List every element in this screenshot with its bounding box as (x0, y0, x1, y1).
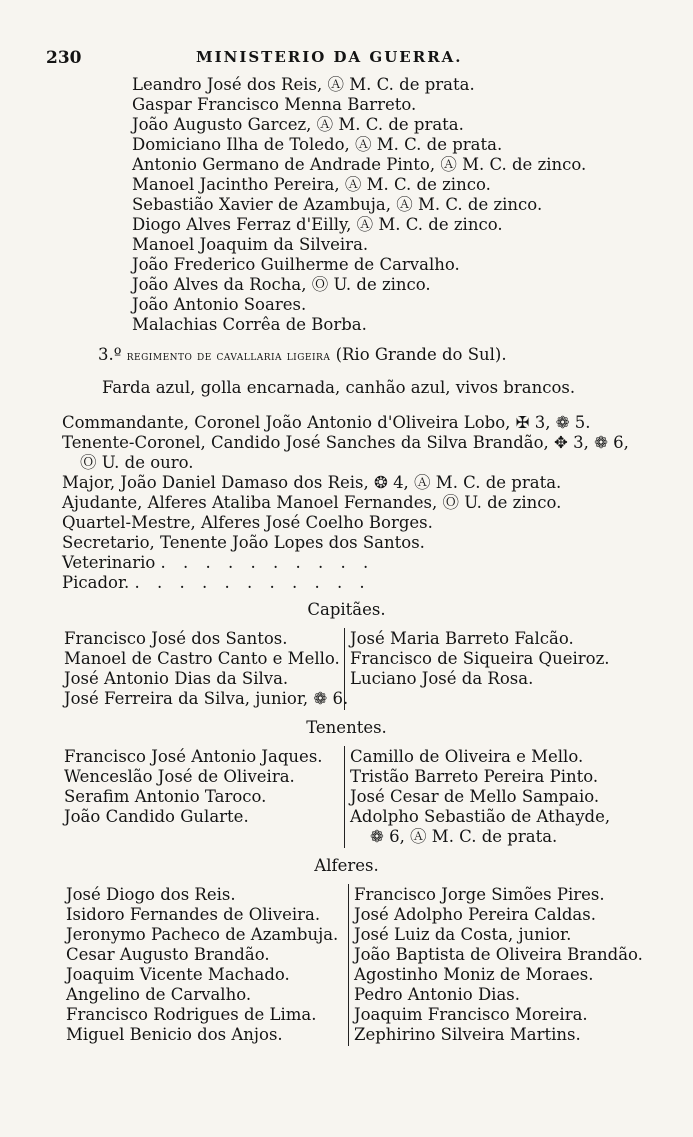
list-item: João Antonio Soares. (132, 295, 307, 314)
list-item: João Alves da Rocha, Ⓞ U. de zinco. (132, 275, 431, 294)
capitao-item: Francisco de Siqueira Queiroz. (350, 649, 610, 668)
tenente-item: Francisco José Antonio Jaques. (64, 747, 323, 766)
section-heading-capitaes: Capitães. (307, 600, 386, 619)
list-item: João Frederico Guilherme de Carvalho. (132, 255, 460, 274)
alferes-item: Agostinho Moniz de Moraes. (354, 965, 594, 984)
alferes-item: José Adolpho Pereira Caldas. (354, 905, 596, 924)
section-heading-alferes: Alferes. (314, 856, 379, 875)
alferes-item: Zephirino Silveira Martins. (354, 1025, 581, 1044)
list-item: Antonio Germano de Andrade Pinto, Ⓐ M. C. de zinco. (132, 155, 587, 174)
page-header (46, 48, 666, 70)
tenente-item-cont: ❁ 6, Ⓐ M. C. de prata. (370, 827, 558, 846)
alferes-item: José Diogo dos Reis. (66, 885, 236, 904)
staff-commandante: Commandante, Coronel João Antonio d'Oliveira Lobo, ✠ 3, ❁ 5. (62, 413, 591, 432)
alferes-item: Francisco Rodrigues de Lima. (66, 1005, 317, 1024)
regiment-place: (Rio Grande do Sul). (335, 345, 507, 364)
tenente-item: Serafim Antonio Taroco. (64, 787, 267, 806)
capitao-item: José Maria Barreto Falcão. (350, 629, 574, 648)
capitao-item: Manoel de Castro Canto e Mello. (64, 649, 340, 668)
list-item: Sebastião Xavier de Azambuja, Ⓐ M. C. de zinco. (132, 195, 543, 214)
leader-dots: . . . . . . . . . . (160, 553, 375, 572)
staff-quartel-mestre: Quartel-Mestre, Alferes José Coelho Borges. (62, 513, 433, 532)
staff-picador-label: Picador. (62, 573, 130, 592)
alferes-item: João Baptista de Oliveira Brandão. (354, 945, 643, 964)
column-divider (344, 746, 345, 848)
staff-veterinario-label: Veterinario (62, 553, 156, 572)
alferes-item: Miguel Benicio dos Anjos. (66, 1025, 283, 1044)
tenente-item: José Cesar de Mello Sampaio. (350, 787, 600, 806)
section-heading-tenentes: Tenentes. (306, 718, 387, 737)
alferes-item: Joaquim Vicente Machado. (66, 965, 290, 984)
regiment-number: 3.º (98, 345, 122, 364)
alferes-item: Francisco Jorge Simões Pires. (354, 885, 605, 904)
staff-ajudante: Ajudante, Alferes Ataliba Manoel Fernandes, Ⓞ U. de zinco. (62, 493, 562, 512)
page-number: 230 (46, 48, 82, 68)
regiment-heading (98, 345, 507, 367)
capitao-item: José Ferreira da Silva, junior, ❁ 6. (64, 689, 349, 708)
list-item: João Augusto Garcez, Ⓐ M. C. de prata. (132, 115, 464, 134)
staff-tenente-coronel-cont: Ⓞ U. de ouro. (80, 453, 194, 472)
running-title: MINISTERIO DA GUERRA. (196, 48, 463, 66)
tenente-item: Tristão Barreto Pereira Pinto. (350, 767, 599, 786)
uniform-description: Farda azul, golla encarnada, canhão azul, vivos brancos. (102, 378, 576, 397)
capitao-item: Luciano José da Rosa. (350, 669, 534, 688)
column-divider (348, 884, 349, 1046)
list-item: Diogo Alves Ferraz d'Eilly, Ⓐ M. C. de zinco. (132, 215, 503, 234)
list-item: Manoel Jacintho Pereira, Ⓐ M. C. de zinco. (132, 175, 491, 194)
tenente-item: Adolpho Sebastião de Athayde, (350, 807, 611, 826)
staff-secretario: Secretario, Tenente João Lopes dos Santos. (62, 533, 425, 552)
staff-tenente-coronel: Tenente-Coronel, Candido José Sanches da Silva Brandão, ✥ 3, ❁ 6, (62, 433, 629, 452)
tenente-item: Camillo de Oliveira e Mello. (350, 747, 584, 766)
regiment-name: regimento de cavallaria ligeira (126, 349, 331, 364)
alferes-item: Jeronymo Pacheco de Azambuja. (66, 925, 339, 944)
list-item: Gaspar Francisco Menna Barreto. (132, 95, 417, 114)
alferes-item: Cesar Augusto Brandão. (66, 945, 270, 964)
alferes-item: Angelino de Carvalho. (66, 985, 252, 1004)
alferes-item: Joaquim Francisco Moreira. (354, 1005, 588, 1024)
alferes-item: Pedro Antonio Dias. (354, 985, 520, 1004)
tenente-item: Wenceslão José de Oliveira. (64, 767, 295, 786)
list-item: Malachias Corrêa de Borba. (132, 315, 367, 334)
staff-picador (62, 573, 371, 593)
capitao-item: José Antonio Dias da Silva. (64, 669, 289, 688)
alferes-item: José Luiz da Costa, junior. (354, 925, 572, 944)
list-item: Leandro José dos Reis, Ⓐ M. C. de prata. (132, 75, 475, 94)
leader-dots: . . . . . . . . . . . (134, 573, 371, 592)
tenente-item: João Candido Gularte. (64, 807, 249, 826)
alferes-item: Isidoro Fernandes de Oliveira. (66, 905, 321, 924)
list-item: Manoel Joaquim da Silveira. (132, 235, 369, 254)
staff-veterinario (62, 553, 374, 573)
staff-major: Major, João Daniel Damaso dos Reis, ❂ 4, Ⓐ M. C. de prata. (62, 473, 562, 492)
capitao-item: Francisco José dos Santos. (64, 629, 288, 648)
list-item: Domiciano Ilha de Toledo, Ⓐ M. C. de prata. (132, 135, 503, 154)
